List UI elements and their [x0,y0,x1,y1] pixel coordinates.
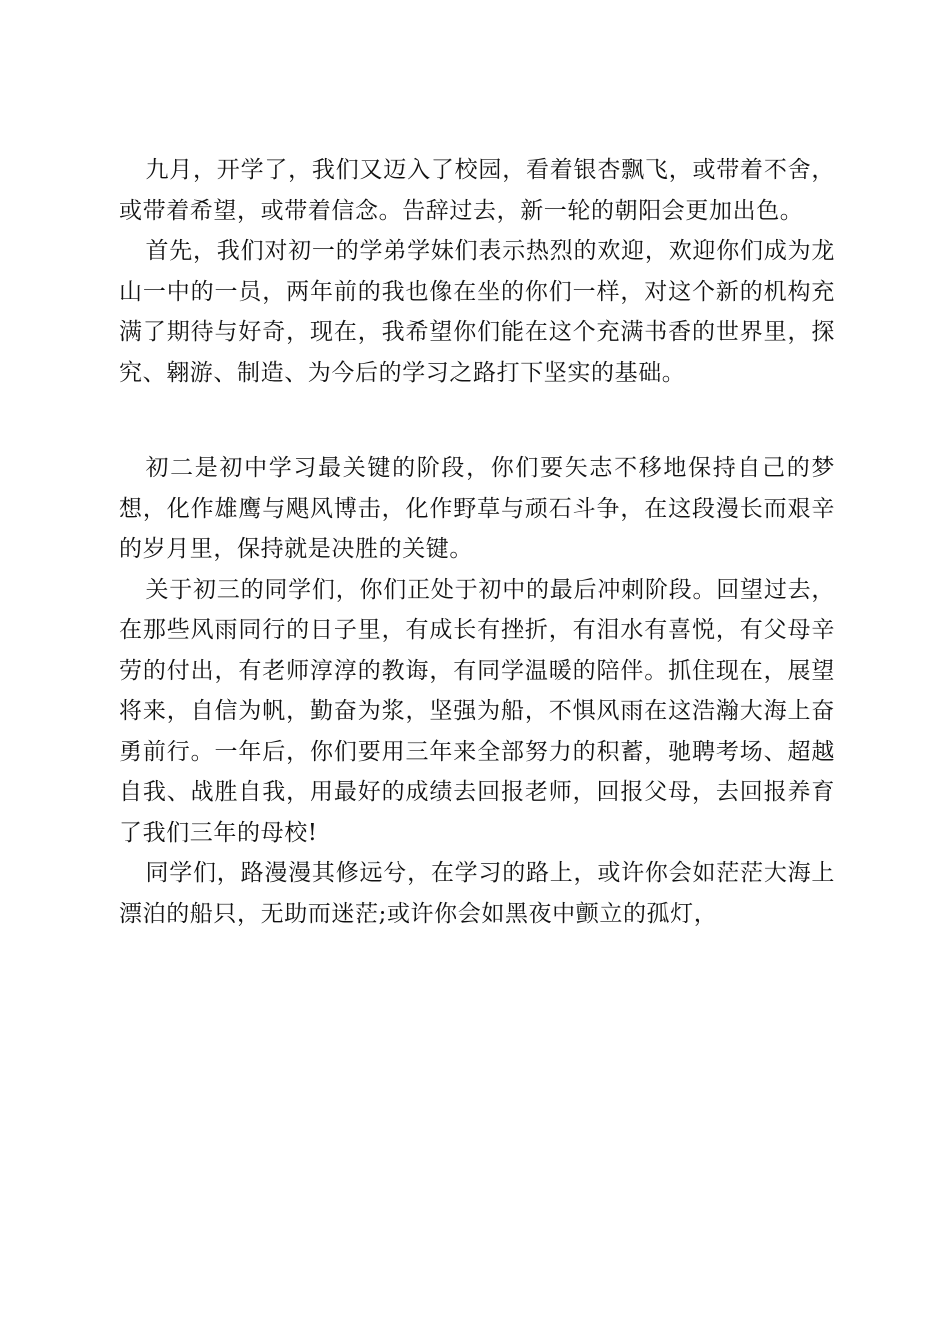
paragraph-opening: 九月，开学了，我们又迈入了校园，看着银杏飘飞，或带着不舍，或带着希望，或带着信念。告辞过去，新一轮的朝阳会更加出色。 [119,157,835,224]
paragraph-classmates: 同学们，路漫漫其修远兮，在学习的路上，或许你会如茫茫大海上漂泊的船只，无助而迷茫;或许你会如黑夜中颤立的孤灯， [119,860,835,927]
paragraph-grade-two: 初二是初中学习最关键的阶段，你们要矢志不移地保持自己的梦想，化作雄鹰与飓风博击，化作野草与顽石斗争，在这段漫长而艰辛的岁月里，保持就是决胜的关键。 [119,455,835,562]
paragraph-grade-three: 关于初三的同学们，你们正处于初中的最后冲刺阶段。回望过去，在那些风雨同行的日子里，有成长有挫折，有泪水有喜悦，有父母辛劳的付出，有老师淳淳的教诲，有同学温暖的陪伴。抓住现在，展望将来，自信为帆，勤奋为浆，坚强为船，不惧风雨在这浩瀚大海上奋勇前行。一年后，你们要用三年来全部努力的积蓄，驰聘考场、超越自我、战胜自我，用最好的成绩去回报老师，回报父母，去回报养育了我们三年的母校! [119,576,835,846]
document-body [119,150,835,934]
paragraph-grade-one: 首先，我们对初一的学弟学妹们表示热烈的欢迎，欢迎你们成为龙山一中的一员，两年前的我也像在坐的你们一样，对这个新的机构充满了期待与好奇，现在，我希望你们能在这个充满书香的世界里，探究、翱游、制造、为今后的学习之路打下坚实的基础。 [119,238,835,386]
